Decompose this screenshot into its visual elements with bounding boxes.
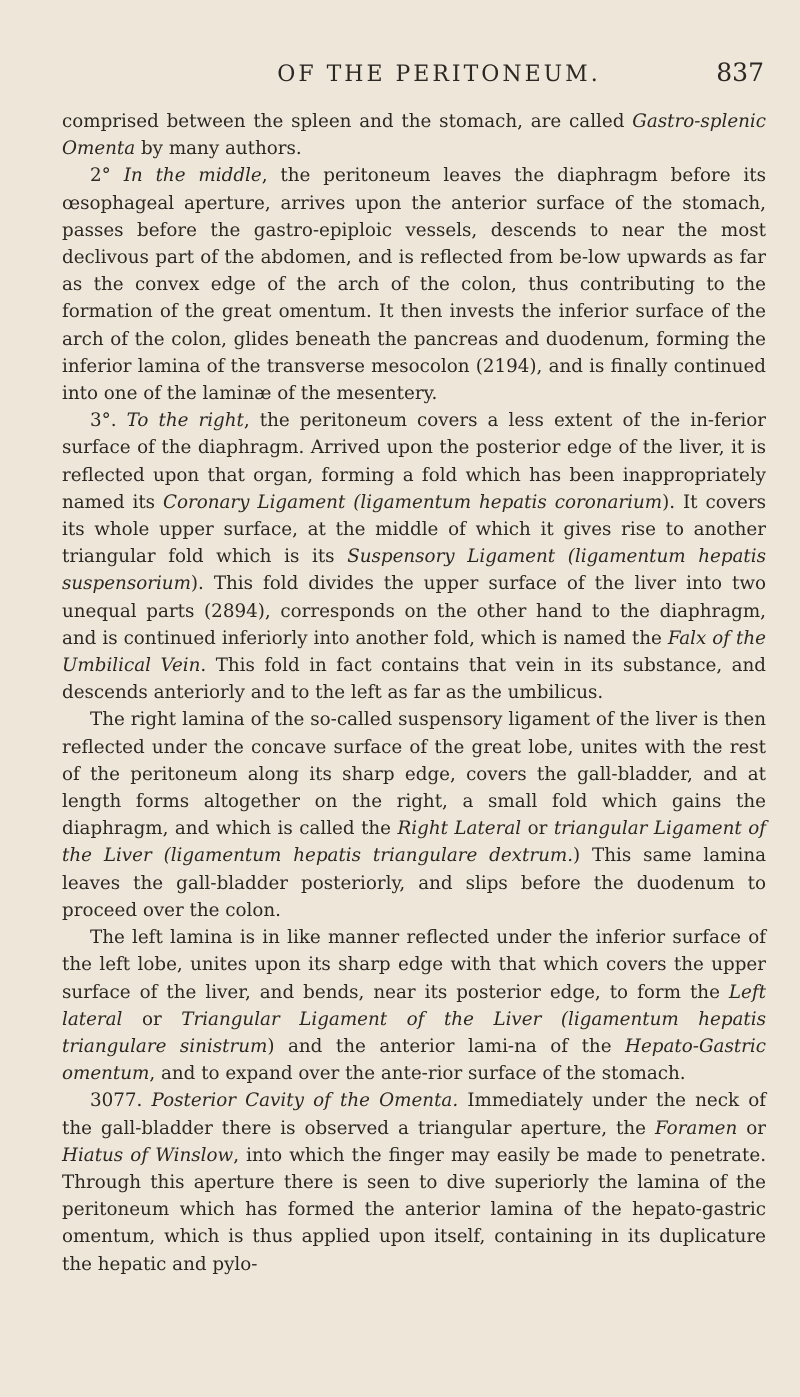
term: Hepato-Gastric omentum [62,1035,766,1085]
paragraph: 3°. To the right, the peritoneum covers a less extent of the in-ferior surface of the diaphragm. Arrived upon the posterior edge of the liver, it is reflected upon that organ, forming a fold which has been inappropriately named its Coronary Ligament (ligamentum hepatis coronarium). It covers its whole upper surface, at the middle of which it gives rise to another triangular fold which is its Suspensory Ligament (ligamentum hepatis suspensorium). This fold divides the upper surface of the liver into two unequal parts (2894), corresponds on the other hand to the diaphragm, and is continued inferiorly into another fold, which is named the Falx of the Umbilical Vein. This fold in fact contains that vein in its substance, and descends anteriorly and to the left as far as the umbilicus. [62,410,767,704]
paragraph: 3077. Posterior Cavity of the Omenta. Immediately under the neck of the gall-bladder there is observed a triangular aperture, the Foramen or Hiatus of Winslow, into which the finger may easily be made to penetrate. Through this aperture there is seen to dive superiorly the lamina of the peritoneum which has formed the anterior lamina of the hepato-gastric omentum, which is thus applied upon itself, containing in its duplicature the hepatic and pylo- [62,1090,767,1275]
term: Falx of the Umbilical Vein [62,627,766,677]
term: Coronary Ligament (ligamentum hepatis coronarium [163,491,663,513]
term: In the middle [123,165,262,187]
term: Gastro-splenic Omenta [62,111,766,160]
term: To the right [126,410,244,432]
term: Triangular Ligament of the Liver (ligamentum hepatis triangulare sinistrum [62,1008,767,1057]
term: Suspensory Ligament (ligamentum hepatis suspensorium [62,546,767,595]
term: triangular Ligament of the Liver (ligamentum hepatis triangulare dextrum. [62,818,766,867]
paragraph: The right lamina of the so-called suspensory ligament of the liver is then reflected under the concave surface of the great lobe, unites with the rest of the peritoneum along its sharp edge, covers the gall-bladder, and at length forms altogether on the right, a small fold which gains the diaphragm, and which is called the Right Lateral or triangular Ligament of the Liver (ligamentum hepatis triangulare dextrum.) This same lamina leaves the gall-bladder posteriorly, and slips before the duodenum to proceed over the colon. [62,709,767,921]
term: Hiatus of Winslow [62,1144,234,1166]
paragraph: The left lamina is in like manner reflected under the inferior surface of the left lobe, unites upon its sharp edge with that which covers the upper surface of the liver, and bends, near its posterior edge, to form the Left lateral or Triangular Ligament of the Liver (ligamentum hepatis triangulare sinistrum) and the anterior lami-na of the Hepato-Gastric omentum, and to expand over the ante-rior surface of the stomach. [62,927,767,1085]
term: Left lateral [62,981,766,1030]
running-head [62,58,766,108]
term: Foramen [655,1117,738,1139]
paragraph: 2° In the middle, the peritoneum leaves the diaphragm before its œsophageal aperture, arrives upon the anterior surface of the stomach, passes before the gastro-epiploic vessels, descends to near the most declivous part of the abdomen, and is reflected from be-low upwards as far as the convex edge of the arch of the colon, thus contributing to the formation of the great omentum. It then invests the inferior surface of the arch of the colon, glides beneath the pancreas and duodenum, forming the inferior lamina of the transverse mesocolon (2194), and is finally continued into one of the laminæ of the mesentery. [62,165,766,405]
body-text [62,108,766,1278]
term: Right Lateral [397,818,522,840]
page-number: 837 [716,58,764,87]
running-head-title: OF THE PERITONEUM. [277,62,601,87]
section-heading: Posterior Cavity of the Omenta. [151,1090,459,1112]
paragraph: comprised between the spleen and the stomach, are called Gastro-splenic Omenta by many authors. [62,111,766,160]
